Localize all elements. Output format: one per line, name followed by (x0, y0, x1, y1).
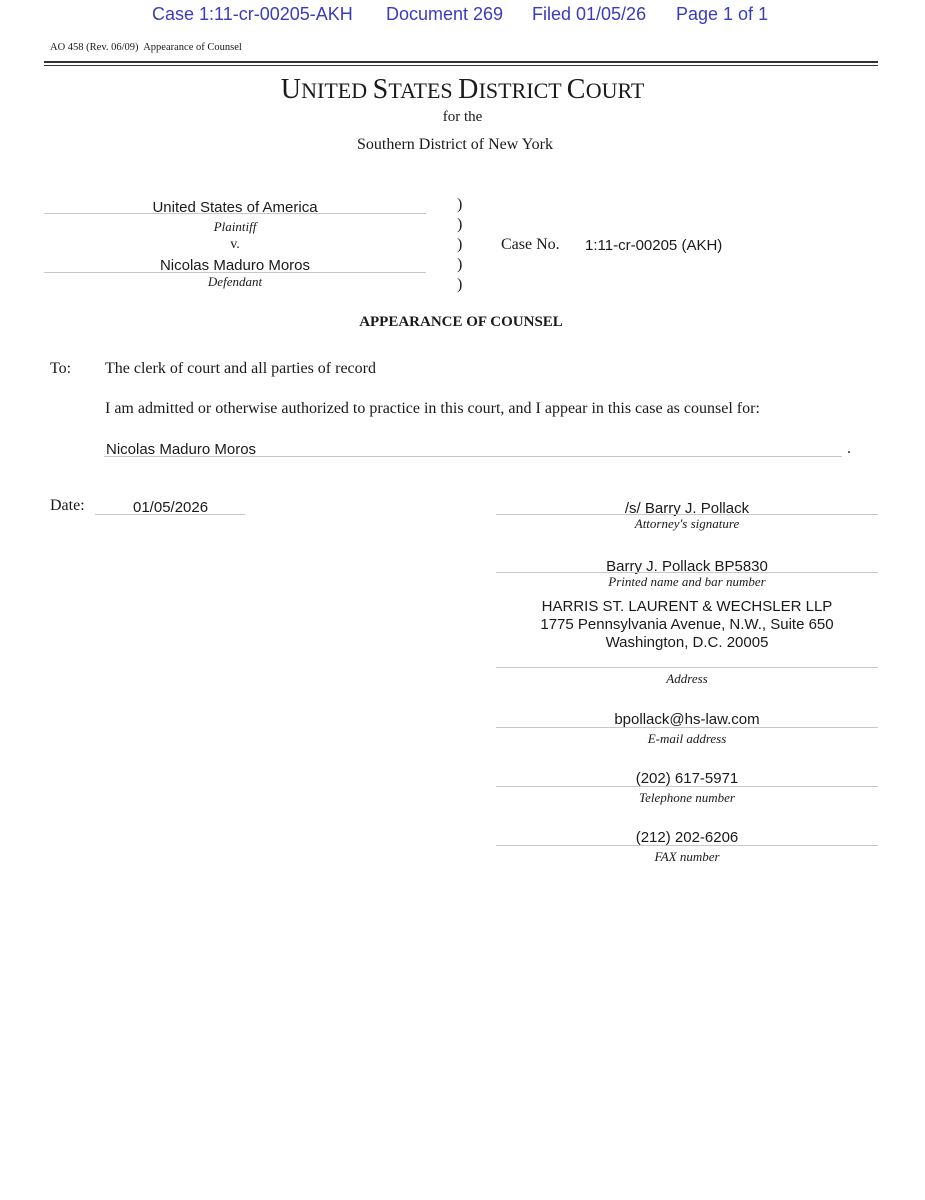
admission-statement: I am admitted or otherwise authorized to practice in this court, and I appear in this case as counsel for: (105, 400, 760, 417)
email-line (496, 727, 878, 728)
defendant-label: Defendant (207, 274, 263, 289)
date-label: Date: (50, 497, 85, 514)
caption-paren: ) (457, 236, 463, 253)
email-label: E-mail address (647, 731, 727, 746)
plaintiff-line (44, 213, 426, 214)
plaintiff-name: United States of America (152, 199, 318, 216)
printed-name: Barry J. Pollack BP5830 (606, 558, 768, 575)
address-line-1: HARRIS ST. LAURENT & WECHSLER LLP (541, 598, 833, 615)
email-address: bpollack@hs-law.com (614, 711, 760, 728)
ecf-header (0, 4, 925, 26)
client-period: . (847, 440, 851, 457)
fax-label: FAX number (654, 849, 720, 864)
versus: v. (230, 237, 240, 252)
address-line-3: Washington, D.C. 20005 (605, 634, 769, 651)
client-name: Nicolas Maduro Moros (106, 441, 257, 458)
client-line (104, 456, 842, 457)
caption-paren: ) (457, 196, 463, 213)
case-no-value: 1:11-cr-00205 (AKH) (585, 237, 723, 254)
fax-number: (212) 202-6206 (635, 829, 739, 846)
district-name: Southern District of New York (357, 136, 553, 153)
form-id: AO 458 (Rev. 06/09) Appearance of Counsel (50, 42, 242, 53)
for-the: for the (442, 109, 483, 125)
printed-name-label: Printed name and bar number (608, 574, 766, 589)
defendant-name: Nicolas Maduro Moros (159, 257, 311, 274)
address-line-2: 1775 Pennsylvania Avenue, N.W., Suite 650 (540, 616, 834, 633)
caption-paren: ) (457, 256, 463, 273)
to-text: The clerk of court and all parties of record (105, 360, 376, 377)
plaintiff-label: Plaintiff (213, 219, 257, 234)
caption-paren: ) (457, 216, 463, 233)
telephone-label: Telephone number (639, 790, 735, 805)
ecf-document-number: Document 269 (386, 4, 504, 24)
ecf-case-number: Case 1:11-cr-00205-AKH (152, 4, 353, 24)
date-value: 01/05/2026 (133, 499, 209, 516)
address-line (496, 667, 878, 668)
case-no-label: Case No. (501, 236, 560, 253)
fax-line (496, 845, 878, 846)
ecf-page-count: Page 1 of 1 (676, 4, 769, 24)
document-heading: APPEARANCE OF COUNSEL (359, 314, 563, 330)
date-line (95, 514, 245, 515)
printed-name-line (496, 572, 878, 573)
telephone-line (496, 786, 878, 787)
telephone-number: (202) 617-5971 (635, 770, 739, 787)
to-label: To: (50, 360, 72, 377)
signature-label: Attorney's signature (634, 516, 740, 531)
defendant-line (44, 272, 426, 273)
header-rule-thick (44, 61, 878, 63)
caption-paren: ) (457, 276, 463, 293)
signature-line (496, 514, 878, 515)
court-title: UNITED STATES DISTRICT COURT (280, 74, 645, 105)
header-rule-thin (44, 65, 878, 66)
address-label: Address (666, 671, 708, 686)
ecf-filed-date: Filed 01/05/26 (532, 4, 647, 24)
attorney-signature: /s/ Barry J. Pollack (624, 500, 750, 517)
